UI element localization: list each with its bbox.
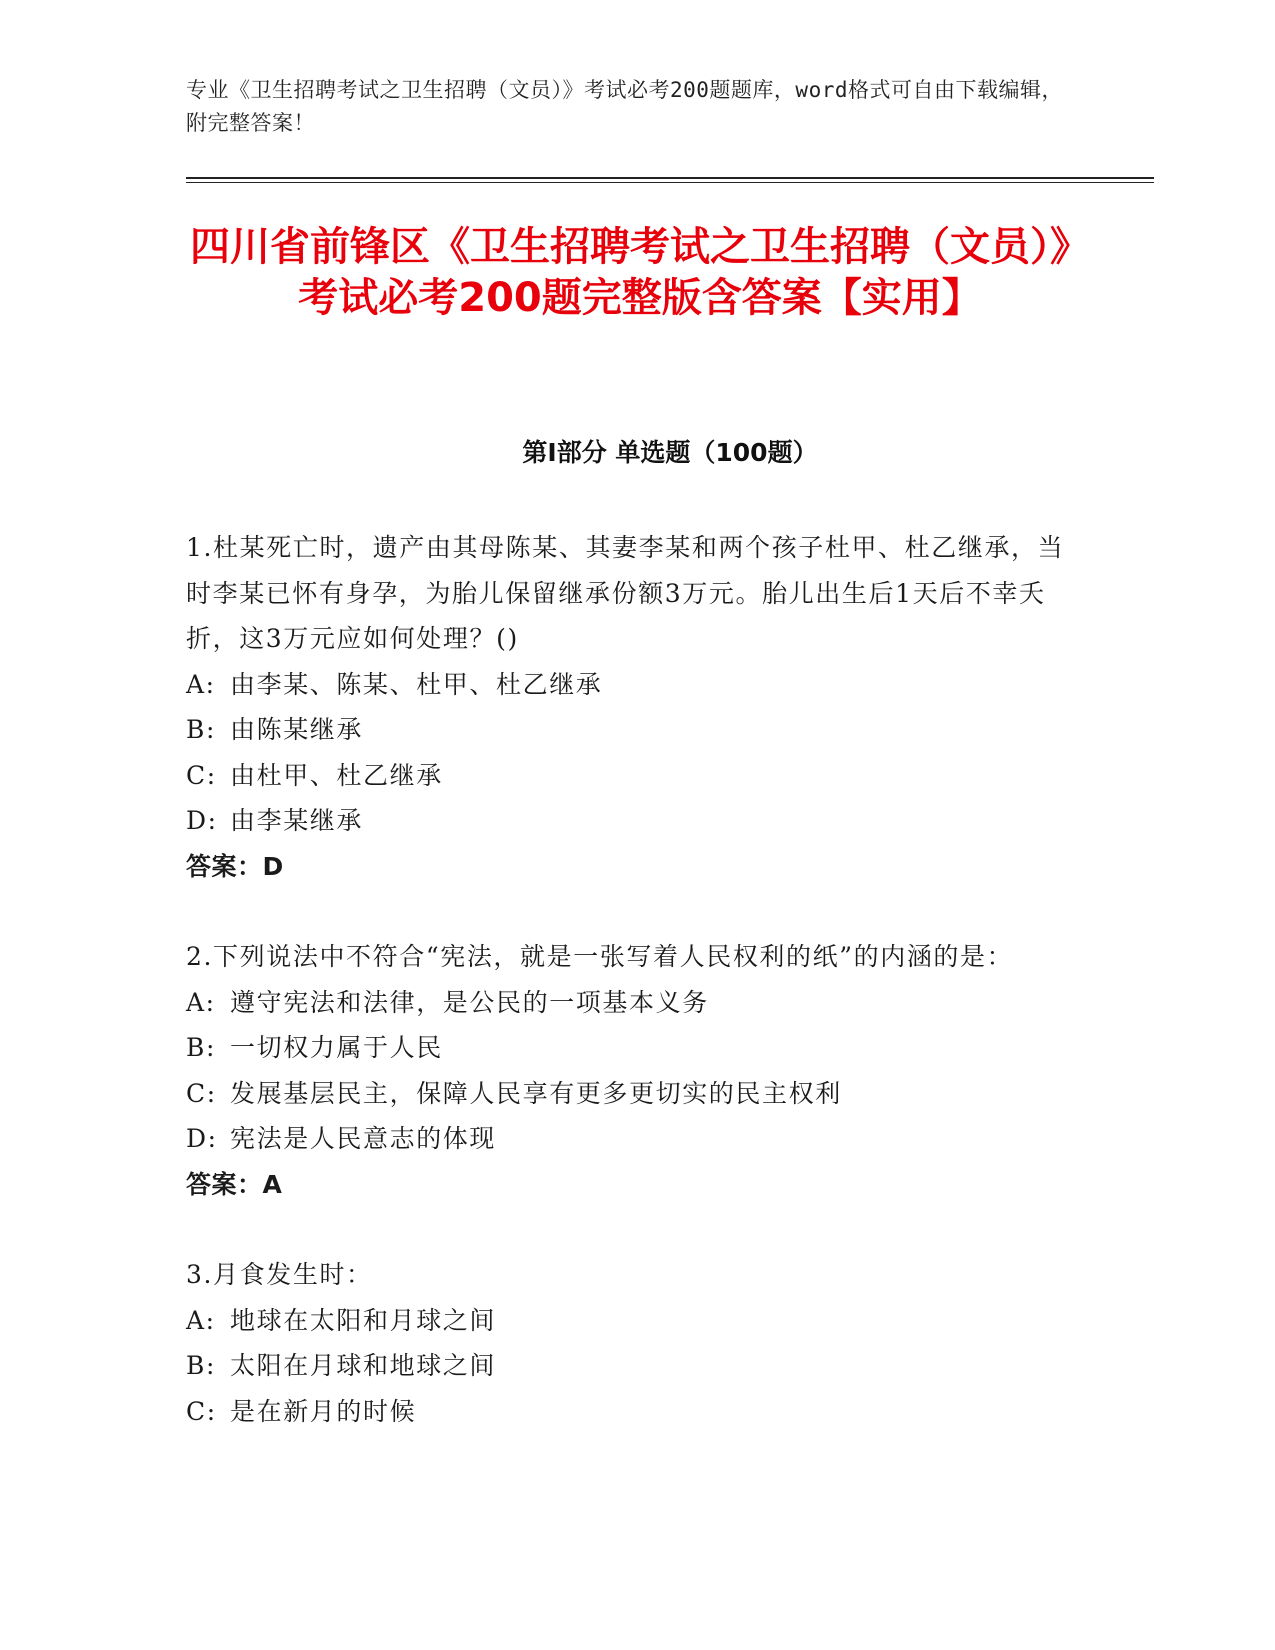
option-text: 由陈某继承 [230,715,364,744]
answer-line: 答案：A [186,1169,283,1199]
option-c [186,753,1066,799]
option-text: 宪法是人民意志的体现 [230,1124,497,1153]
option-key: D: [186,806,218,835]
option-key: D: [186,1124,218,1153]
option-key: A: [186,669,216,699]
option-a [186,1298,1066,1344]
answer-line: 答案：D [186,851,284,881]
option-text: 是在新月的时候 [230,1396,417,1426]
option-key: C: [186,1396,217,1426]
question-list [186,525,1066,1479]
header-note: 专业《卫生招聘考试之卫生招聘（文员）》考试必考200题题库，word格式可自由下载编辑，附完整答案！ [186,78,1063,135]
option-b [186,1343,1066,1389]
question-stem: 3.月食发生时： [186,1260,373,1289]
option-c [186,1389,1066,1435]
question-item [186,525,1066,889]
question-stem: 1.杜某死亡时，遗产由其母陈某、其妻李某和两个孩子杜甲、杜乙继承，当时李某已怀有身孕，为胎儿保留继承份额3万元。胎儿出生后1天后不幸夭折，这3万元应如何处理？() [186,533,1065,653]
question-item [186,1252,1066,1434]
option-text: 一切权力属于人民 [230,1033,443,1062]
option-text: 由李某继承 [230,806,364,835]
option-c [186,1071,1066,1117]
option-key: B: [186,1351,216,1380]
option-b [186,707,1066,753]
option-text: 太阳在月球和地球之间 [230,1351,497,1380]
section-heading: 第Ⅰ部分 单选题（100题） [522,438,818,467]
option-key: C: [186,760,217,790]
option-d [186,798,1066,844]
option-text: 由李某、陈某、杜甲、杜乙继承 [230,669,603,699]
option-key: A: [186,987,216,1017]
option-a [186,662,1066,708]
option-d [186,1116,1066,1162]
option-text: 发展基层民主，保障人民享有更多更切实的民主权利 [230,1078,842,1108]
option-b [186,1025,1066,1071]
option-text: 地球在太阳和月球之间 [230,1305,497,1335]
option-text: 由杜甲、杜乙继承 [230,760,443,790]
option-key: C: [186,1078,217,1108]
option-a [186,980,1066,1026]
question-stem: 2.下列说法中不符合“宪法，就是一张写着人民权利的纸”的内涵的是： [186,942,1014,971]
option-text: 遵守宪法和法律，是公民的一项基本义务 [230,987,709,1017]
header-divider-thin [186,182,1154,183]
option-key: B: [186,715,216,744]
header-divider-thick [186,177,1154,179]
document-title: 四川省前锋区《卫生招聘考试之卫生招聘（文员）》考试必考200题完整版含答案【实用】 [190,224,1090,321]
option-key: B: [186,1033,216,1062]
option-key: A: [186,1305,216,1335]
question-item [186,934,1066,1207]
